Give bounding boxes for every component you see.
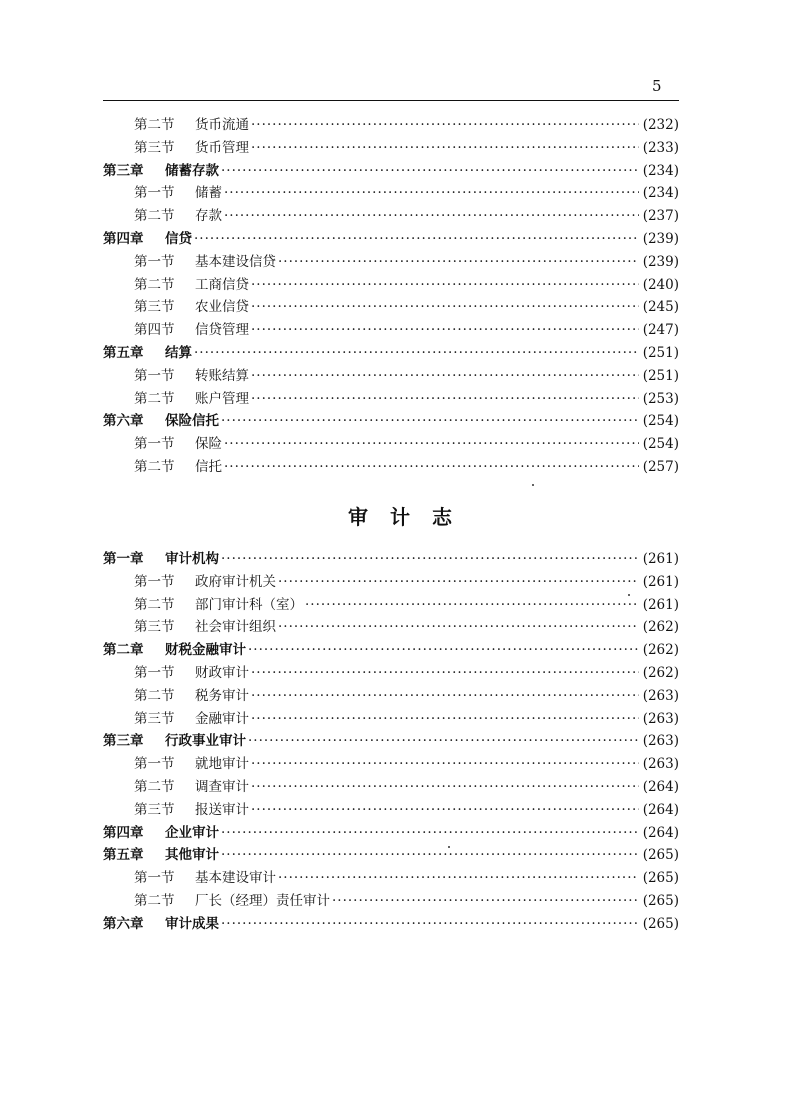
toc-chapter-entry [103, 548, 679, 571]
toc-section-entry [103, 433, 679, 456]
toc-chapter-entry [103, 410, 679, 433]
toc-entry-label: 第三节 [134, 139, 175, 156]
toc-entry-label: 第四章 [103, 230, 144, 247]
dot-leader [251, 388, 639, 411]
toc-chapter-entry [103, 913, 679, 936]
toc-entry-title: 厂长（经理）责任审计 [195, 892, 330, 909]
dot-leader [251, 776, 639, 799]
dot-leader [224, 433, 639, 456]
toc-entry-page: (261) [642, 596, 679, 613]
dot-leader [278, 251, 639, 274]
dot-leader [251, 708, 639, 731]
toc-entry-label: 第一章 [103, 551, 144, 567]
toc-entry-label: 第三章 [103, 733, 144, 750]
toc-entry-page: (265) [642, 892, 679, 909]
toc-section-entry [103, 456, 679, 479]
toc-entry-label: 第二节 [134, 208, 175, 225]
toc-entry-page: (263) [642, 756, 679, 773]
page-number: 5 [652, 77, 662, 95]
toc-entry-label: 第二节 [134, 892, 175, 909]
toc-entry-page: (251) [642, 344, 679, 361]
dot-leader [251, 753, 639, 776]
toc-entry-label: 第二章 [103, 642, 144, 659]
toc-entry-title: 基本建设审计 [195, 870, 276, 887]
toc-entry-page: (257) [642, 458, 679, 475]
dot-leader [278, 616, 639, 639]
toc-section-entry [103, 685, 679, 708]
toc-entry-label: 第一节 [134, 870, 175, 887]
toc-entry-label: 第二节 [134, 778, 175, 795]
toc-entry-label: 第一节 [134, 756, 175, 773]
toc-entry-title: 存款 [195, 208, 222, 225]
toc-section-entry [103, 365, 679, 388]
dot-leader [251, 662, 639, 685]
toc-entry-page: (262) [642, 664, 679, 681]
toc-section-entry [103, 388, 679, 411]
dot-leader [251, 296, 639, 319]
toc-entry-title: 账户管理 [195, 390, 249, 407]
toc-entry-page: (245) [642, 299, 679, 316]
toc-entry-label: 第三节 [134, 299, 175, 316]
toc-entry-page: (233) [642, 139, 679, 156]
toc-section-entry [103, 296, 679, 319]
toc-entry-label: 第六章 [103, 413, 144, 430]
toc-entry-page: (234) [642, 162, 679, 179]
toc-entry-label: 第二节 [134, 390, 175, 407]
toc-entry-label: 第三节 [134, 619, 175, 636]
toc-entry-title: 农业信贷 [195, 299, 249, 316]
dot-leader [221, 160, 639, 183]
dot-leader [305, 594, 639, 617]
toc-chapter-entry [103, 639, 679, 662]
toc-section-entry [103, 594, 679, 617]
toc-entry-title: 货币管理 [195, 139, 249, 156]
toc-entry-label: 第一节 [134, 436, 175, 453]
dot-leader [251, 274, 639, 297]
toc-chapter-entry [103, 342, 679, 365]
toc-chapter-entry [103, 160, 679, 183]
dot-leader [224, 182, 639, 205]
toc-entry-label: 第三节 [134, 710, 175, 727]
toc-entry-page: (237) [642, 208, 679, 225]
toc-entry-page: (264) [642, 778, 679, 795]
toc-entry-page: (232) [642, 117, 679, 133]
dot-leader [248, 639, 639, 662]
toc-entry-page: (234) [642, 185, 679, 202]
toc-entry-title: 社会审计组织 [195, 619, 276, 636]
toc-entry-title: 结算 [165, 344, 192, 361]
scan-speck [532, 484, 534, 486]
toc-entry-page: (239) [642, 230, 679, 247]
toc-entry-label: 第四节 [134, 322, 175, 339]
dot-leader [221, 822, 639, 845]
toc-entry-label: 第二节 [134, 687, 175, 704]
dot-leader [221, 844, 639, 867]
toc-section-entry [103, 114, 679, 137]
dot-leader [221, 410, 639, 433]
dot-leader [194, 228, 639, 251]
toc-entry-page: (251) [642, 367, 679, 384]
toc-entry-label: 第一节 [134, 185, 175, 202]
toc-entry-label: 第五章 [103, 344, 144, 361]
dot-leader [251, 685, 639, 708]
toc-entry-title: 企业审计 [165, 824, 219, 841]
toc-section-entry [103, 753, 679, 776]
toc-section-entry [103, 708, 679, 731]
toc-entry-title: 其他审计 [165, 847, 219, 864]
scan-speck [448, 846, 450, 848]
toc-section-entry [103, 571, 679, 594]
toc-chapter-entry [103, 822, 679, 845]
toc-entry-label: 第二节 [134, 596, 175, 613]
scan-speck [628, 594, 630, 596]
toc-entry-page: (265) [642, 870, 679, 887]
toc-entry-page: (254) [642, 436, 679, 453]
toc-section-entry [103, 274, 679, 297]
toc-entry-page: (254) [642, 413, 679, 430]
toc-entry-title: 信托 [195, 458, 222, 475]
toc-entry-label: 第五章 [103, 847, 144, 864]
dot-leader [278, 571, 639, 594]
toc-chapter-entry [103, 228, 679, 251]
dot-leader [221, 548, 639, 571]
toc-entry-title: 就地审计 [195, 756, 249, 773]
dot-leader [224, 205, 639, 228]
header-rule [103, 100, 679, 101]
toc-section-entry [103, 662, 679, 685]
toc-entry-title: 保险信托 [165, 413, 219, 430]
toc-section-entry [103, 251, 679, 274]
toc-entry-label: 第六章 [103, 915, 144, 932]
toc-entry-title: 报送审计 [195, 801, 249, 818]
toc-entry-page: (240) [642, 276, 679, 293]
toc-entry-page: (263) [642, 710, 679, 727]
toc-entry-page: (262) [642, 619, 679, 636]
toc-entry-label: 第二节 [134, 458, 175, 475]
toc-entry-title: 调查审计 [195, 778, 249, 795]
toc-entry-title: 政府审计机关 [195, 573, 276, 590]
toc-section-entry [103, 182, 679, 205]
dot-leader [332, 890, 639, 913]
dot-leader [251, 799, 639, 822]
toc-entry-label: 第一节 [134, 367, 175, 384]
toc-entry-title: 工商信贷 [195, 276, 249, 293]
toc-entry-title: 信贷管理 [195, 322, 249, 339]
dot-leader [251, 365, 639, 388]
toc-chapter-entry [103, 730, 679, 753]
toc-list-audit [103, 548, 679, 936]
toc-entry-title: 基本建设信贷 [195, 253, 276, 270]
toc-entry-label: 第一节 [134, 573, 175, 590]
toc-section-entry [103, 137, 679, 160]
toc-entry-label: 第三章 [103, 162, 144, 179]
toc-section-entry [103, 205, 679, 228]
toc-entry-title: 审计成果 [165, 915, 219, 932]
toc-entry-title: 财政审计 [195, 664, 249, 681]
toc-entry-title: 税务审计 [195, 687, 249, 704]
toc-entry-page: (262) [642, 642, 679, 659]
toc-list-finance [103, 114, 679, 479]
toc-entry-page: (265) [642, 847, 679, 864]
toc-section-entry [103, 867, 679, 890]
toc-section-entry [103, 319, 679, 342]
toc-entry-label: 第一节 [134, 664, 175, 681]
toc-entry-page: (247) [642, 322, 679, 339]
toc-entry-title: 金融审计 [195, 710, 249, 727]
dot-leader [224, 456, 639, 479]
toc-entry-page: (263) [642, 687, 679, 704]
toc-chapter-entry [103, 844, 679, 867]
dot-leader [278, 867, 639, 890]
dot-leader [251, 319, 639, 342]
toc-entry-page: (261) [642, 551, 679, 567]
toc-entry-title: 货币流通 [195, 117, 249, 133]
toc-entry-page: (239) [642, 253, 679, 270]
toc-entry-page: (261) [642, 573, 679, 590]
toc-section-entry [103, 776, 679, 799]
dot-leader [221, 913, 639, 936]
toc-entry-title: 储蓄 [195, 185, 222, 202]
toc-entry-title: 行政事业审计 [165, 733, 246, 750]
toc-entry-label: 第三节 [134, 801, 175, 818]
dot-leader [251, 137, 639, 160]
toc-entry-page: (253) [642, 390, 679, 407]
toc-entry-page: (265) [642, 915, 679, 932]
dot-leader [251, 114, 639, 137]
toc-entry-title: 信贷 [165, 230, 192, 247]
toc-section-entry [103, 616, 679, 639]
toc-entry-page: (263) [642, 733, 679, 750]
toc-section-entry [103, 890, 679, 913]
toc-entry-title: 财税金融审计 [165, 642, 246, 659]
section-heading: 审计志 [348, 505, 474, 529]
toc-entry-title: 转账结算 [195, 367, 249, 384]
toc-entry-title: 审计机构 [165, 551, 219, 567]
toc-entry-title: 储蓄存款 [165, 162, 219, 179]
toc-entry-page: (264) [642, 824, 679, 841]
toc-entry-label: 第二节 [134, 276, 175, 293]
toc-section-entry [103, 799, 679, 822]
toc-entry-label: 第一节 [134, 253, 175, 270]
dot-leader [194, 342, 639, 365]
toc-entry-page: (264) [642, 801, 679, 818]
toc-entry-label: 第四章 [103, 824, 144, 841]
toc-entry-title: 保险 [195, 436, 222, 453]
dot-leader [248, 730, 639, 753]
toc-entry-label: 第二节 [134, 117, 175, 133]
toc-entry-title: 部门审计科（室） [195, 596, 303, 613]
